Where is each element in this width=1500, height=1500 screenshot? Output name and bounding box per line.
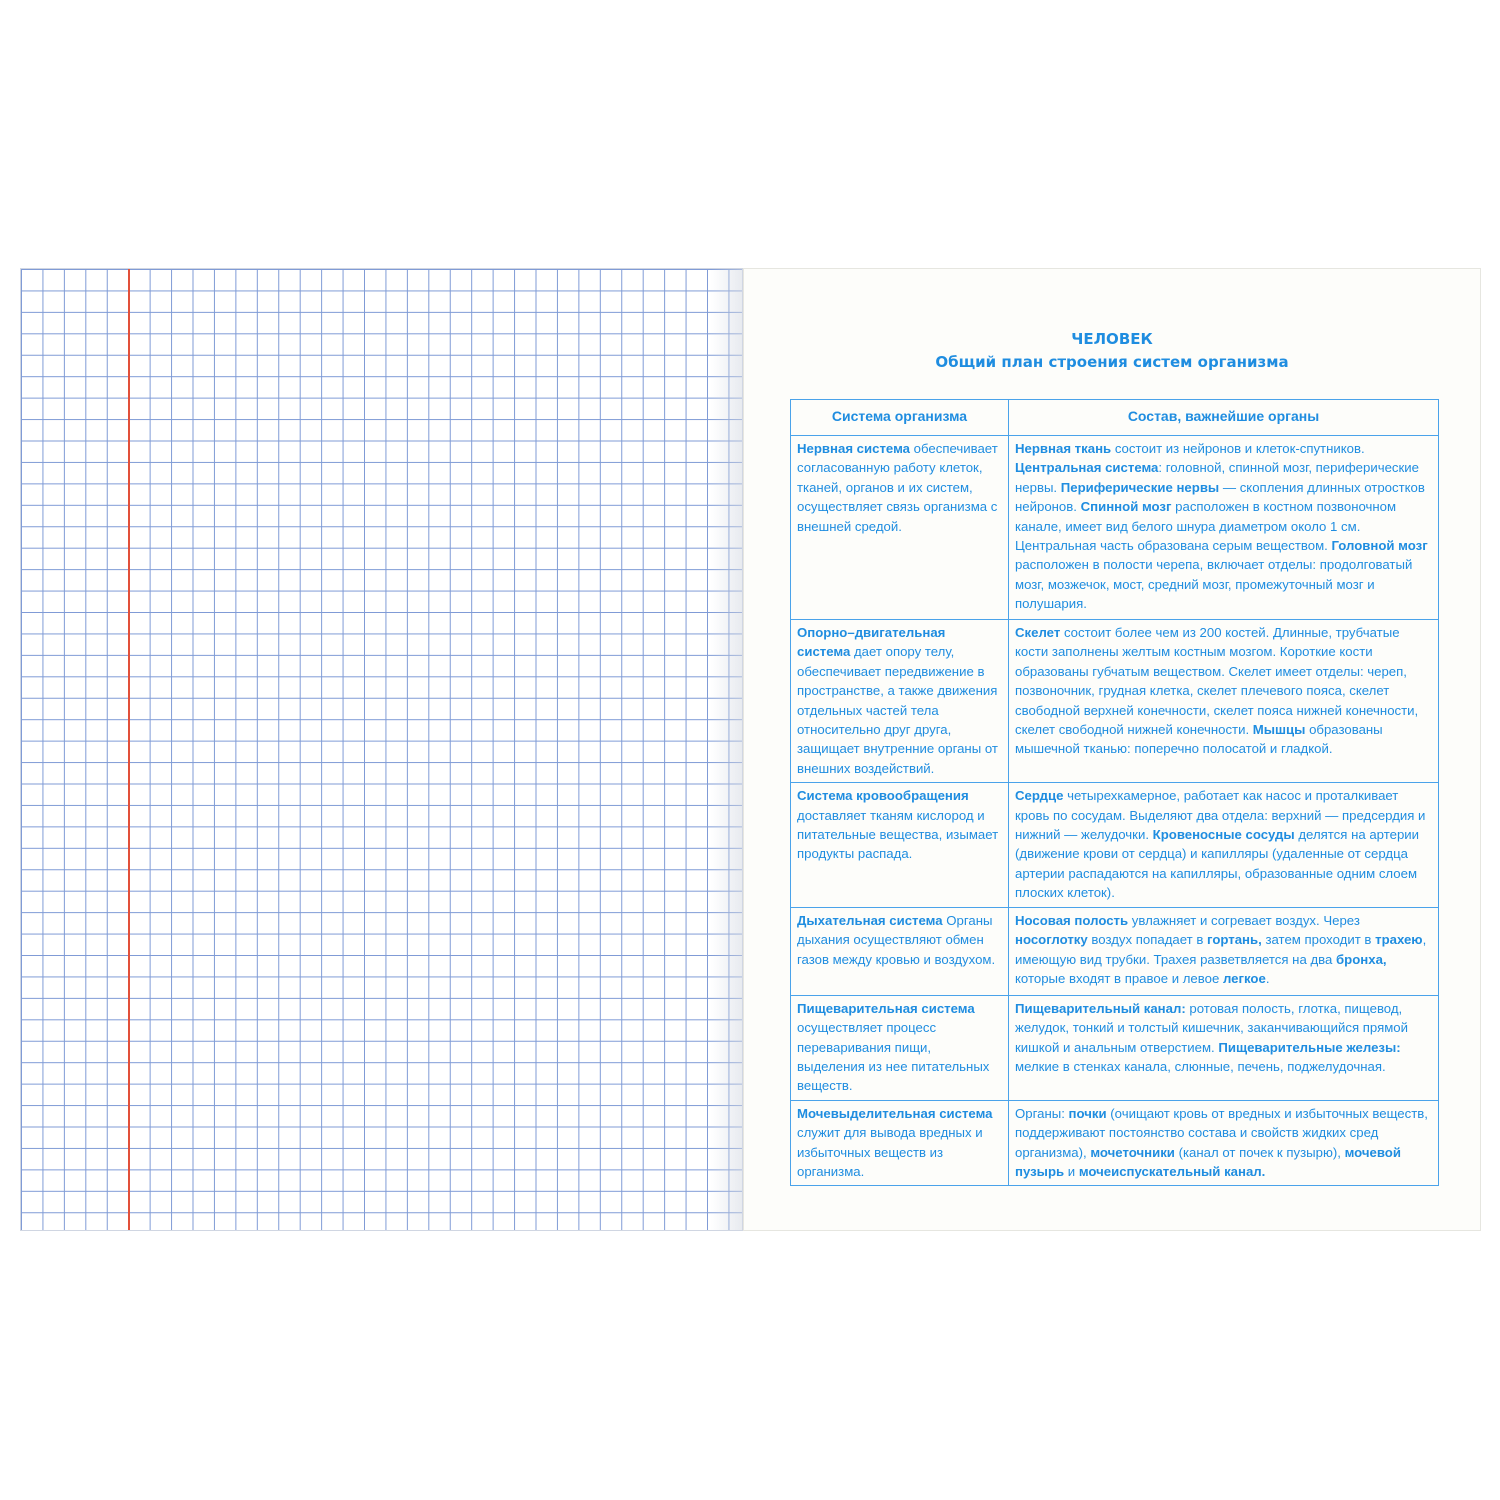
- margin-line: [128, 269, 130, 1230]
- cell-text: образованы мышечной тканью: поперечно полосатой и гладкой.: [1015, 722, 1383, 757]
- bold-term: Спинной мозг: [1080, 499, 1172, 515]
- system-cell: [791, 620, 1009, 783]
- system-cell: [791, 907, 1009, 995]
- system-cell: [791, 995, 1009, 1100]
- bold-term: трахею: [1375, 932, 1423, 948]
- cell-text: делятся на артерии (движение крови от сердца) и капилляры (удаленные от сердца артерии распадаются на капилляры, образованные одним слоем плоских клеток).: [1015, 827, 1420, 901]
- composition-cell: [1009, 1100, 1439, 1186]
- page-subtitle: Общий план строения систем организма: [935, 353, 1289, 371]
- body-systems-table: [790, 399, 1439, 1186]
- table-row: [791, 620, 1439, 783]
- bold-term: Пищеварительный канал:: [1015, 1000, 1186, 1016]
- bold-term: Скелет: [1015, 625, 1061, 640]
- page-title: ЧЕЛОВЕК: [1071, 330, 1153, 348]
- bold-term: Головной мозг: [1331, 538, 1428, 554]
- cell-text: ротовая полость, глотка, пищевод, желудок, тонкий и толстый кишечник, заканчивающийся прямой кишкой и анальным отверстием.: [1015, 1000, 1408, 1055]
- cell-text: .: [1265, 970, 1270, 986]
- cell-text: четырехкамерное, работает как насос и проталкивает кровь по сосудам. Выделяют два отдела: верхний — предсердия и нижний — желудочки.: [1015, 788, 1426, 843]
- cell-text: расположен в полости черепа, включает отделы: продолговатый мозг, мозжечок, мост, средний мозг, промежуточный мозг и полушария.: [1015, 557, 1413, 612]
- bold-term: почки: [1068, 1105, 1107, 1121]
- bold-term: мочеиспускательный канал.: [1078, 1163, 1266, 1179]
- bold-term: Мышцы: [1252, 722, 1306, 738]
- cell-text: затем проходит в: [1261, 932, 1376, 948]
- bold-term: Дыхательная система: [797, 912, 943, 928]
- table-row: [791, 995, 1439, 1100]
- cell-text: дает опору телу, обеспечивает передвижение в пространстве, а также движения отдельных частей тела относительно друг друга, защищает внутренние органы от внешних воздействий.: [797, 644, 998, 776]
- bold-term: Нервная система: [797, 441, 910, 456]
- bold-term: Пищеварительные железы:: [1218, 1039, 1401, 1055]
- cell-text: увлажняет и согревает воздух. Через: [1128, 912, 1360, 928]
- system-cell: [791, 436, 1009, 620]
- cell-text: — скопления длинных отростков нейронов.: [1015, 479, 1425, 515]
- composition-cell: [1009, 436, 1439, 620]
- cell-text: расположен в костном позвоночном канале, имеет вид белого шнура диаметром около 1 см. Центральная часть образована серым веществом.: [1015, 499, 1397, 554]
- bold-term: мочевой пузырь: [1015, 1144, 1401, 1179]
- bold-term: Пищеварительная система: [797, 1000, 975, 1016]
- bold-term: носоглотку: [1015, 932, 1088, 948]
- header-system: Система организма: [791, 400, 1009, 436]
- cell-text: обеспечивает согласованную работу клеток, тканей, органов и их систем, осуществляет связь организма с внешней средой.: [797, 441, 998, 534]
- cell-text: служит для вывода вредных и избыточных веществ из организма.: [797, 1125, 983, 1179]
- composition-cell: [1009, 783, 1439, 907]
- cell-text: , имеющую вид трубки. Трахея разветвляется на два: [1015, 932, 1427, 967]
- bold-term: гортань,: [1207, 932, 1262, 948]
- graph-paper-page: [20, 268, 743, 1231]
- table-row: [791, 783, 1439, 907]
- bold-term: Периферические нервы: [1060, 479, 1220, 495]
- bold-term: Система кровообращения: [797, 788, 969, 804]
- bold-term: Опорно–двигательная система: [797, 625, 946, 660]
- header-composition: Состав, важнейшие органы: [1009, 400, 1439, 436]
- cell-text: (очищают кровь от вредных и избыточных веществ, поддерживают постоянство состава и свойств жидких сред организма),: [1015, 1105, 1428, 1160]
- table-header-row: [791, 400, 1439, 436]
- cell-text: воздух попадает в: [1087, 932, 1207, 948]
- system-cell: [791, 783, 1009, 907]
- reference-page: [743, 268, 1481, 1231]
- cell-text: доставляет тканям кислород и питательные вещества, изымает продукты распада.: [797, 807, 999, 862]
- bold-term: Сердце: [1015, 788, 1064, 804]
- bold-term: Мочевыделительная система: [797, 1105, 993, 1121]
- bold-term: Носовая полость: [1015, 912, 1129, 928]
- table-row: [791, 1100, 1439, 1186]
- system-cell: [791, 1100, 1009, 1186]
- cell-text: состоит из нейронов и клеток-спутников.: [1111, 441, 1365, 456]
- bold-term: мочеточники: [1090, 1144, 1175, 1160]
- bold-term: Кровеносные сосуды: [1152, 827, 1295, 843]
- cell-text: которые входят в правое и левое: [1015, 970, 1223, 986]
- composition-cell: [1009, 995, 1439, 1100]
- composition-cell: [1009, 620, 1439, 783]
- cell-text: и: [1064, 1163, 1079, 1179]
- table-row: [791, 436, 1439, 620]
- bold-term: Нервная ткань: [1015, 441, 1112, 456]
- composition-cell: [1009, 907, 1439, 995]
- cell-text: мелкие в стенках канала, слюнные, печень, поджелудочная.: [1015, 1058, 1386, 1074]
- bold-term: Центральная система: [1015, 460, 1159, 476]
- bold-term: легкое: [1222, 970, 1266, 986]
- cell-text: Органы дыхания осуществляют обмен газов между кровью и воздухом.: [797, 912, 996, 967]
- cell-text: Органы:: [1015, 1105, 1069, 1121]
- cell-text: : головной, спинной мозг, периферические нервы.: [1015, 460, 1419, 495]
- cell-text: (канал от почек к пузырю),: [1174, 1144, 1345, 1160]
- cell-text: осуществляет процесс переваривания пищи, выделения из нее питательных веществ.: [797, 1020, 990, 1094]
- table-row: [791, 907, 1439, 995]
- bold-term: бронха,: [1336, 951, 1387, 967]
- cell-text: состоит более чем из 200 костей. Длинные, трубчатые кости заполнены желтым костным мозгом. Короткие кости образованы губчатым веществом. Скелет имеет отделы: череп, позвоночник, грудная клетка, скелет плечевого пояса, скелет свободной верхней конечности, скелет пояса нижней конечности, скелет свободной нижней конечности.: [1015, 625, 1419, 738]
